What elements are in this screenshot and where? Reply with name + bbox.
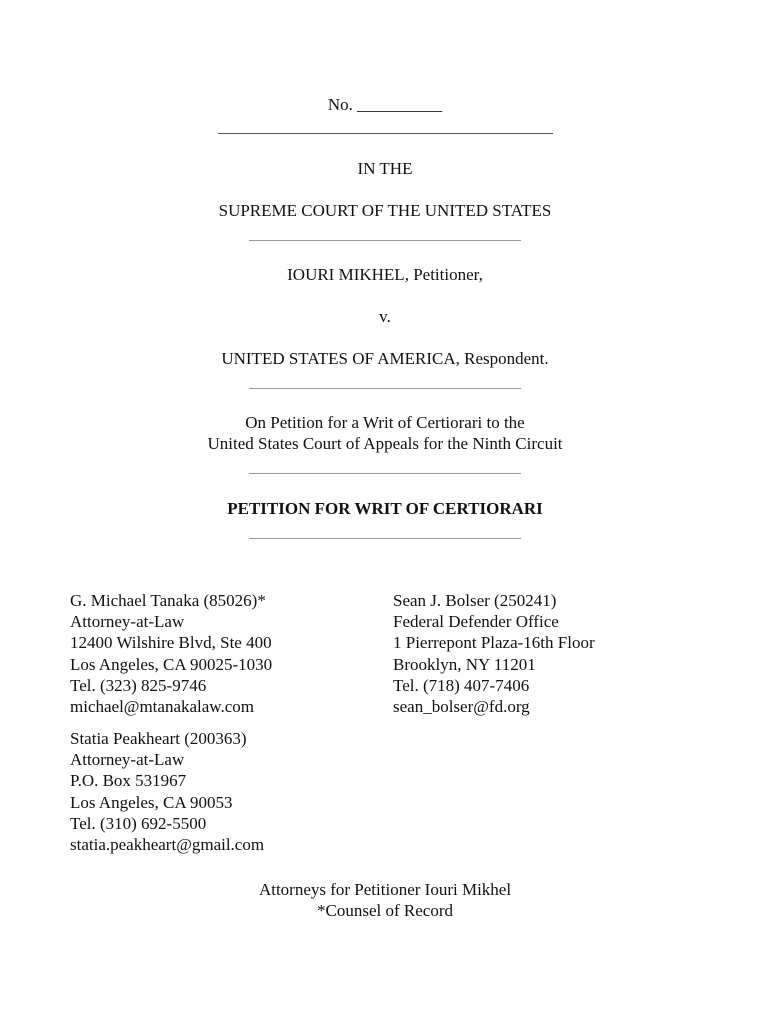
- petition-line-2: United States Court of Appeals for the Ninth Circuit: [207, 434, 563, 453]
- rule-top: [218, 133, 553, 134]
- attorneys-for: Attorneys for Petitioner Iouri Mikhel: [258, 880, 512, 899]
- counsel-left-email: michael@mtanakalaw.com: [70, 697, 255, 717]
- document-title: PETITION FOR WRIT OF CERTIORARI: [227, 499, 543, 518]
- counsel-second: [70, 728, 264, 855]
- counsel-right: [393, 590, 595, 717]
- counsel-second-title: Attorney-at-Law: [70, 750, 185, 770]
- counsel-left-address2: Los Angeles, CA 90025-1030: [70, 654, 273, 674]
- counsel-right-title: Federal Defender Office: [393, 612, 559, 632]
- counsel-of-record-note: *Counsel of Record: [317, 901, 453, 920]
- counsel-right-name: Sean J. Bolser (250241): [393, 591, 557, 610]
- counsel-second-phone: Tel. (310) 692-5500: [70, 813, 207, 833]
- counsel-right-phone: Tel. (718) 407-7406: [393, 675, 530, 695]
- counsel-left: [70, 590, 272, 717]
- petition-line-1: On Petition for a Writ of Certiorari to the: [245, 413, 525, 432]
- docket-number: No. __________: [327, 95, 443, 114]
- versus: v.: [379, 307, 391, 326]
- counsel-right-address2: Brooklyn, NY 11201: [393, 654, 536, 674]
- counsel-second-name: Statia Peakheart (200363): [70, 729, 247, 748]
- rule-parties: [249, 388, 521, 389]
- counsel-second-address1: P.O. Box 531967: [70, 771, 187, 791]
- respondent-name: UNITED STATES OF AMERICA, Respondent.: [221, 349, 549, 368]
- counsel-left-phone: Tel. (323) 825-9746: [70, 675, 207, 695]
- court-name: SUPREME COURT OF THE UNITED STATES: [218, 201, 552, 220]
- petitioner-name: IOURI MIKHEL, Petitioner,: [287, 265, 483, 284]
- rule-title: [249, 538, 521, 539]
- counsel-left-title: Attorney-at-Law: [70, 612, 185, 632]
- rule-petition: [249, 473, 521, 474]
- counsel-left-name: G. Michael Tanaka (85026)*: [70, 591, 266, 610]
- counsel-right-email: sean_bolser@fd.org: [393, 697, 530, 717]
- rule-court: [249, 240, 521, 241]
- counsel-right-address1: 1 Pierrepont Plaza-16th Floor: [393, 633, 595, 653]
- counsel-second-address2: Los Angeles, CA 90053: [70, 792, 233, 812]
- court-intro: IN THE: [357, 159, 413, 178]
- counsel-second-email: statia.peakheart@gmail.com: [70, 835, 265, 855]
- counsel-left-address1: 12400 Wilshire Blvd, Ste 400: [70, 633, 272, 653]
